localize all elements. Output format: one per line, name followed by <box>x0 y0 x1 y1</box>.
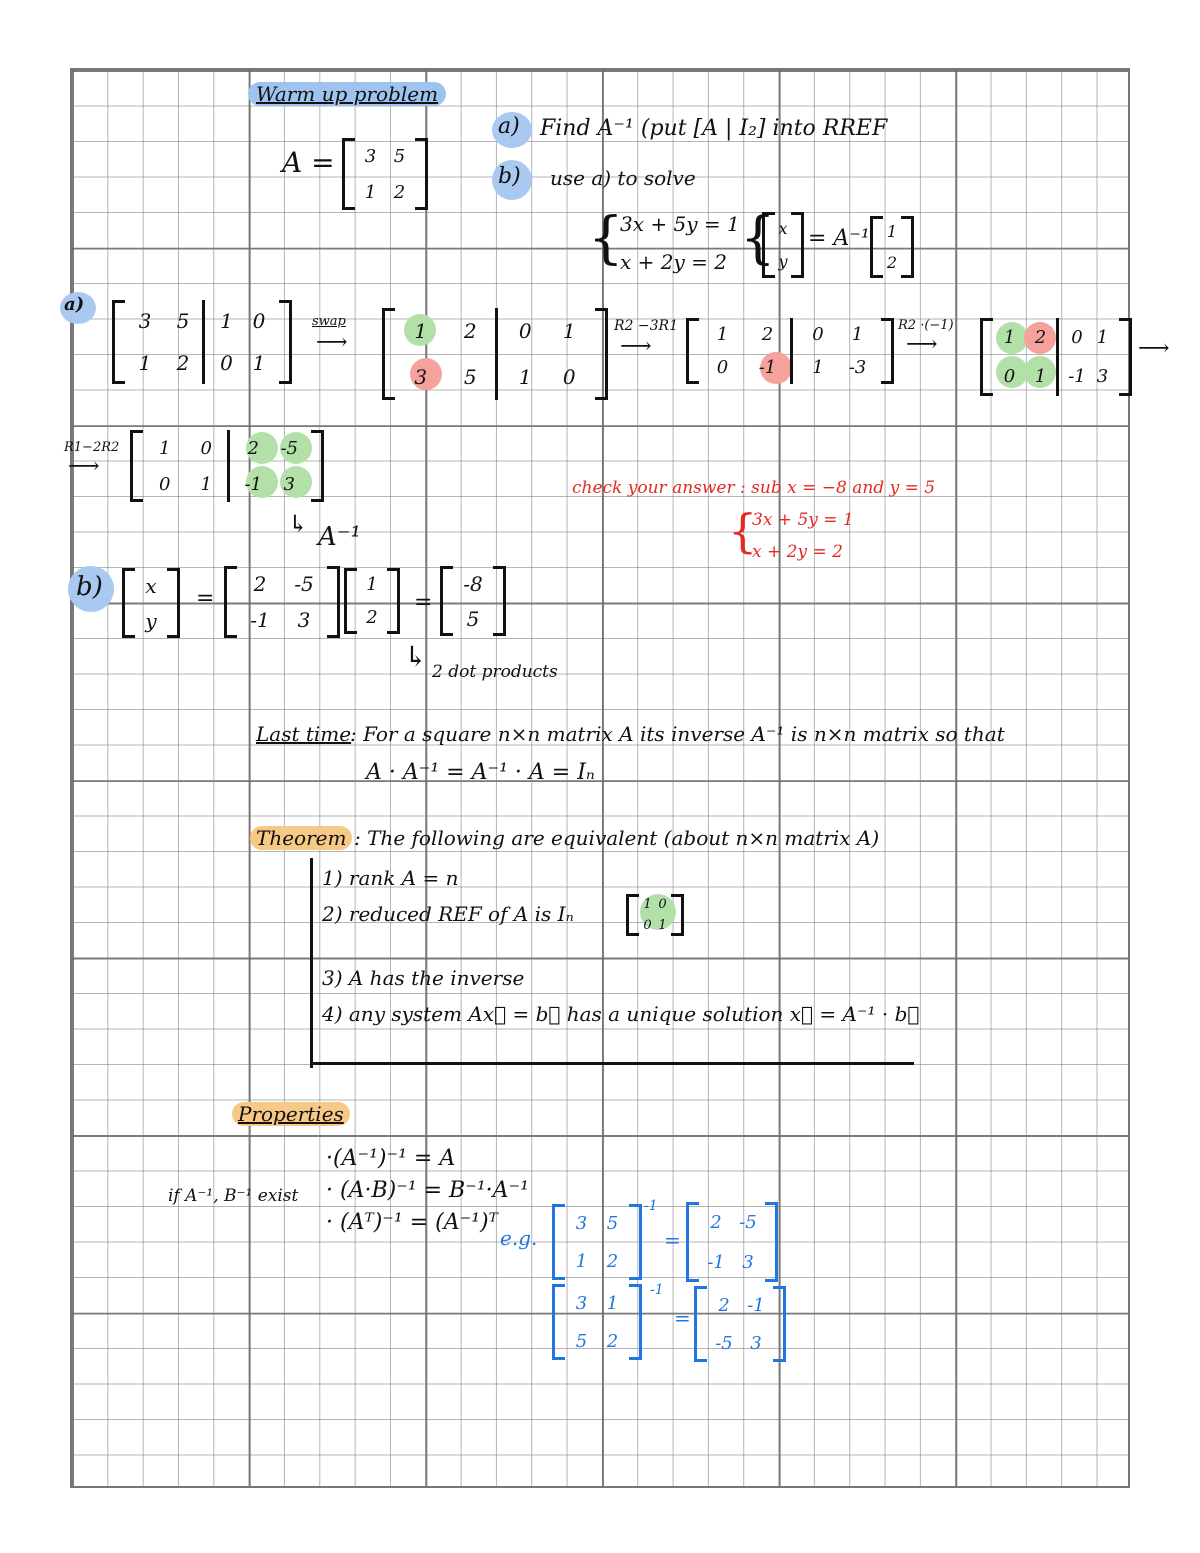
inverse-matrix <box>224 566 340 638</box>
check-eq2: x + 2y = 2 <box>752 542 843 562</box>
matrix-entry: 3 <box>750 1332 762 1354</box>
matrix-entry: 0 <box>495 308 545 354</box>
matrix-entry: y <box>145 608 157 633</box>
left-bracket <box>122 568 135 638</box>
step-r1-minus-2r2-label: R1−2R2 <box>64 440 120 455</box>
part-b-label: b) <box>498 164 521 189</box>
right-bracket <box>327 566 340 638</box>
matrix-entry: 1 <box>643 897 652 912</box>
matrix-a <box>342 138 428 210</box>
identity-matrix <box>626 894 684 936</box>
right-bracket <box>629 1284 642 1360</box>
matrix-entry: 3 <box>1096 366 1109 387</box>
system-eq1: 3x + 5y = 1 <box>620 212 740 236</box>
matrix-entry: 0 <box>658 897 667 912</box>
left-bracket <box>130 430 143 502</box>
matrix-entry: x <box>778 219 788 238</box>
left-bracket <box>686 1202 699 1282</box>
system-brace: { <box>588 206 624 271</box>
matrix-entry: 2 <box>253 572 267 596</box>
step-r2-times-neg1-label: R2 ·(−1) <box>898 318 954 333</box>
dot-products-pointer: ↳ <box>404 640 428 673</box>
unknown-vector <box>122 568 180 638</box>
step-swap-arrow: ⟶ <box>316 330 348 355</box>
right-bracket <box>415 138 428 210</box>
left-bracket <box>344 568 357 634</box>
left-bracket <box>980 318 993 396</box>
augmented-matrix-4 <box>980 318 1132 396</box>
matrix-entry: 1 <box>159 437 171 459</box>
augmented-matrix-3 <box>686 318 894 384</box>
check-text: check your answer : sub x = −8 and y = 5 <box>572 478 936 498</box>
right-bracket <box>595 308 608 400</box>
matrix-entry: 5 <box>466 606 480 631</box>
right-bracket <box>791 212 804 278</box>
matrix-entry: 1 <box>1096 327 1109 348</box>
warmup-title: Warm up problem <box>248 82 446 106</box>
matrix-entry: -1 <box>747 1294 765 1316</box>
matrix-entry: -3 <box>848 357 867 378</box>
warmup-xy-vector <box>762 212 804 278</box>
matrix-entry: 1 <box>364 181 377 203</box>
part-b-text: use a) to solve <box>550 166 696 190</box>
example-1-equals: = <box>664 1228 681 1252</box>
left-bracket <box>224 566 237 638</box>
matrix-entry: 5 <box>575 1330 588 1352</box>
matrix-entry: -1 <box>227 466 269 502</box>
example-2-equals: = <box>674 1306 691 1330</box>
matrix-entry: 1 <box>606 1292 619 1314</box>
matrix-entry: 2 <box>227 430 269 466</box>
matrix-entry: 1 <box>886 222 898 241</box>
step-swap-label: swap <box>312 314 346 329</box>
matrix-entry: 1 <box>658 918 667 933</box>
matrix-entry: 2 <box>463 319 477 343</box>
right-bracket <box>629 1204 642 1280</box>
matrix-entry: 2 <box>718 1294 730 1316</box>
theorem-underline <box>312 1062 914 1065</box>
result-vector <box>440 566 506 636</box>
matrix-entry: -8 <box>463 571 483 596</box>
matrix-entry: 5 <box>393 145 406 167</box>
matrix-entry: 2 <box>1034 327 1047 348</box>
theorem-label: Theorem <box>250 826 352 850</box>
matrix-entry: -5 <box>739 1211 757 1233</box>
matrix-entry: -1 <box>1056 357 1087 396</box>
matrix-entry: 0 <box>202 342 240 384</box>
matrix-a-label: A = <box>282 146 335 179</box>
matrix-entry: 0 <box>562 365 576 389</box>
right-bracket <box>671 894 684 936</box>
matrix-entry: 2 <box>710 1211 722 1233</box>
last-time-label: Last time <box>256 722 352 746</box>
matrix-entry: 2 <box>886 253 898 272</box>
theorem-item-2: 2) reduced REF of A is Iₙ <box>322 902 574 926</box>
inverse-label: A⁻¹ <box>318 522 361 552</box>
example-label: e.g. <box>500 1226 538 1250</box>
theorem-bracket <box>310 858 313 1068</box>
example-2-matrix <box>552 1284 642 1360</box>
matrix-entry: 1 <box>366 574 378 595</box>
matrix-entry: 1 <box>1034 366 1047 387</box>
right-bracket <box>901 216 914 278</box>
check-brace: { <box>728 504 758 558</box>
theorem-item-4: 4) any system Ax⃗ = b⃗ has a unique solution x⃗ = A⁻¹ · b⃗ <box>322 1002 920 1026</box>
augmented-matrix-1 <box>112 300 292 384</box>
matrix-entry: 3 <box>283 473 295 495</box>
matrix-entry: 1 <box>252 351 266 375</box>
step-scale-arrow: ⟶ <box>906 332 938 357</box>
warmup-matrix-form: = A⁻¹ <box>808 226 870 251</box>
matrix-entry: 0 <box>1056 318 1087 357</box>
left-bracket <box>382 308 395 400</box>
right-bracket <box>1119 318 1132 396</box>
property-1: ·(A⁻¹)⁻¹ = A <box>326 1146 456 1171</box>
right-bracket <box>765 1202 778 1282</box>
solution-b-label: b) <box>76 572 103 602</box>
matrix-entry: 3 <box>297 608 311 632</box>
left-bracket <box>626 894 639 936</box>
matrix-entry: 2 <box>606 1330 619 1352</box>
matrix-entry: -1 <box>250 608 270 632</box>
matrix-entry: 3 <box>575 1212 588 1234</box>
matrix-entry: -5 <box>280 437 299 459</box>
part-a-label: a) <box>498 114 520 139</box>
left-bracket <box>342 138 355 210</box>
properties-label: Properties <box>232 1102 350 1126</box>
step-r1-arrow: ⟶ <box>68 454 100 479</box>
check-eq1: 3x + 5y = 1 <box>752 510 854 530</box>
theorem-text: : The following are equivalent (about n×n matrix A) <box>354 826 880 850</box>
left-bracket <box>552 1284 565 1360</box>
property-3: · (Aᵀ)⁻¹ = (A⁻¹)ᵀ <box>326 1210 498 1235</box>
rhs-vector <box>344 568 400 634</box>
solution-a-label: a) <box>64 294 85 315</box>
matrix-entry: 3 <box>742 1251 754 1273</box>
example-2-inverse <box>694 1286 786 1362</box>
theorem-item-1: 1) rank A = n <box>322 866 459 890</box>
right-bracket <box>881 318 894 384</box>
augmented-matrix-5 <box>130 430 324 502</box>
matrix-entry: 1 <box>202 300 240 342</box>
matrix-entry: 1 <box>495 354 545 400</box>
continue-arrow: ⟶ <box>1138 336 1170 361</box>
example-1-inverse <box>686 1202 778 1282</box>
left-bracket <box>440 566 453 636</box>
left-bracket <box>870 216 883 278</box>
matrix-entry: 1 <box>138 351 152 375</box>
matrix-entry: 2 <box>393 181 406 203</box>
matrix-entry: 3 <box>414 365 428 389</box>
example-2-inverse-sup: -1 <box>650 1282 664 1298</box>
inverse-pointer: ↳ <box>288 510 309 538</box>
matrix-entry: 0 <box>1003 366 1016 387</box>
matrix-entry: 2 <box>176 351 190 375</box>
right-bracket <box>167 568 180 638</box>
matrix-entry: 1 <box>716 324 729 345</box>
matrix-entry: 3 <box>364 145 377 167</box>
matrix-entry: 1 <box>562 319 576 343</box>
left-bracket <box>552 1204 565 1280</box>
left-bracket <box>112 300 125 384</box>
matrix-entry: 1 <box>1003 327 1016 348</box>
matrix-entry: 5 <box>463 365 477 389</box>
last-time-formula: A · A⁻¹ = A⁻¹ · A = Iₙ <box>366 760 595 785</box>
step-r2-minus-3r1-label: R2 −3R1 <box>614 318 678 334</box>
equals-sign-2: = <box>414 590 433 615</box>
matrix-entry: -1 <box>707 1251 725 1273</box>
matrix-entry: 2 <box>761 324 774 345</box>
example-1-matrix <box>552 1204 642 1280</box>
dot-products-note: 2 dot products <box>432 662 558 682</box>
matrix-entry: 1 <box>200 473 212 495</box>
matrix-entry: 0 <box>200 437 212 459</box>
matrix-entry: 0 <box>790 318 835 351</box>
matrix-entry: 5 <box>606 1212 619 1234</box>
matrix-entry: 3 <box>575 1292 588 1314</box>
matrix-entry: -1 <box>758 357 777 378</box>
right-bracket <box>493 566 506 636</box>
step-r2-arrow: ⟶ <box>620 334 652 359</box>
warmup-rhs-vector <box>870 216 914 278</box>
part-a-text: Find A⁻¹ (put [A | I₂] into RREF <box>540 116 888 141</box>
left-bracket <box>694 1286 707 1362</box>
left-bracket <box>686 318 699 384</box>
augmented-matrix-2 <box>382 308 608 400</box>
matrix-entry: 2 <box>366 607 378 628</box>
matrix-entry: 0 <box>643 918 652 933</box>
matrix-entry: -5 <box>294 572 314 596</box>
right-bracket <box>773 1286 786 1362</box>
matrix-entry: 1 <box>414 319 428 343</box>
matrix-entry: 3 <box>138 309 152 333</box>
equals-sign-1: = <box>196 586 215 611</box>
theorem-item-3: 3) A has the inverse <box>322 966 525 990</box>
left-bracket <box>762 212 775 278</box>
right-bracket <box>279 300 292 384</box>
matrix-entry: y <box>778 252 788 271</box>
matrix-entry: 2 <box>606 1250 619 1272</box>
system-eq2: x + 2y = 2 <box>620 250 727 274</box>
right-bracket <box>387 568 400 634</box>
properties-condition: if A⁻¹, B⁻¹ exist <box>168 1186 299 1206</box>
matrix-entry: 1 <box>575 1250 588 1272</box>
matrix-entry: 5 <box>176 309 190 333</box>
matrix-entry: -5 <box>715 1332 733 1354</box>
last-time-text: : For a square n×n matrix A its inverse A⁻¹ is n×n matrix so that <box>350 722 1005 746</box>
matrix-entry: 0 <box>159 473 171 495</box>
matrix-entry: 0 <box>252 309 266 333</box>
system-brace-2: { <box>740 206 776 271</box>
matrix-entry: x <box>145 573 157 598</box>
matrix-entry: 1 <box>851 324 864 345</box>
property-2: · (A·B)⁻¹ = B⁻¹·A⁻¹ <box>326 1178 529 1203</box>
example-1-inverse-sup: -1 <box>644 1198 658 1214</box>
matrix-entry: 1 <box>790 351 835 384</box>
matrix-entry: 0 <box>716 357 729 378</box>
right-bracket <box>311 430 324 502</box>
